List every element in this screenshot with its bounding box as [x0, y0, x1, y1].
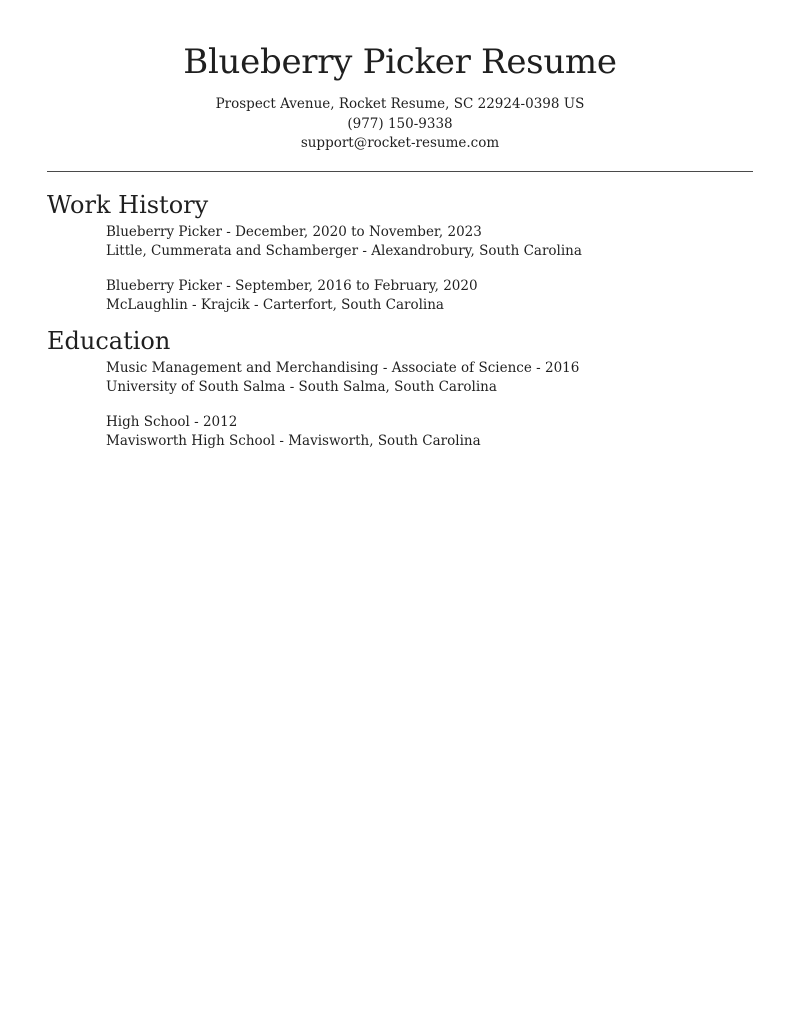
phone-text: (977) 150-9338: [347, 115, 453, 132]
address-text: Prospect Avenue, Rocket Resume, SC 22924-0398 US: [215, 96, 585, 112]
work-entry-employer: McLaughlin - Krajcik - Carterfort, South Carolina: [106, 296, 444, 313]
education-entries: [106, 359, 753, 451]
work-history-section: [47, 190, 753, 315]
work-entry-role: Blueberry Picker - December, 2020 to November, 2023: [106, 223, 482, 240]
contact-info: [47, 95, 753, 154]
header-divider: [47, 171, 753, 172]
work-history-entries: [106, 223, 753, 315]
work-entry-employer: Little, Cummerata and Schamberger - Alexandrobury, South Carolina: [106, 242, 582, 259]
education-entry-degree: Music Management and Merchandising - Associate of Science - 2016: [106, 359, 580, 376]
education-section: [47, 326, 753, 451]
resume-header: [47, 0, 753, 154]
resume-title: Blueberry Picker Resume: [183, 42, 617, 82]
education-heading: Education: [47, 326, 171, 355]
education-entry: [106, 413, 753, 451]
email-text: support@rocket-resume.com: [300, 135, 500, 151]
work-history-heading: Work History: [47, 190, 209, 219]
education-entry-school: University of South Salma - South Salma, South Carolina: [106, 378, 497, 395]
education-entry-school: Mavisworth High School - Mavisworth, South Carolina: [106, 432, 481, 449]
education-entry: [106, 359, 753, 397]
education-entry-degree: High School - 2012: [106, 413, 238, 430]
work-entry: [106, 277, 753, 315]
work-entry: [106, 223, 753, 261]
work-entry-role: Blueberry Picker - September, 2016 to February, 2020: [106, 277, 478, 294]
